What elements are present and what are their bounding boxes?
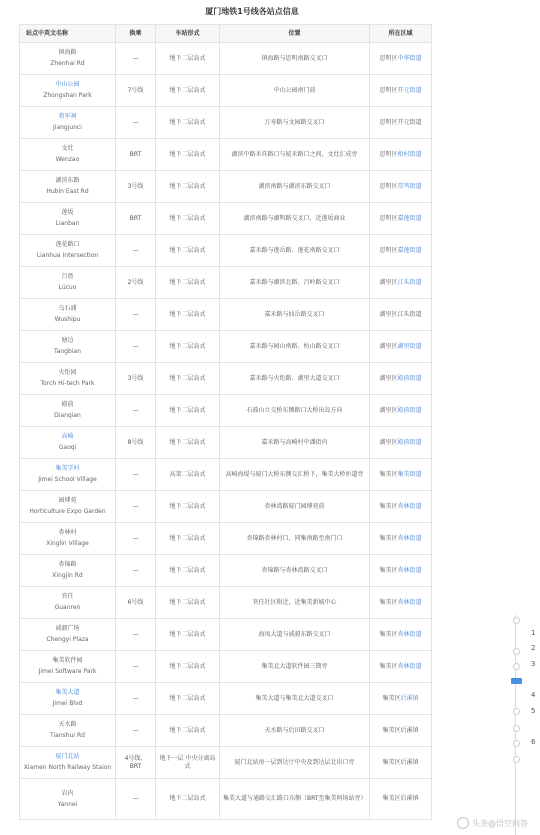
station-name-en: Chengyi Plaza: [46, 636, 89, 643]
district-text: 湖里区江头街道: [379, 310, 422, 318]
station-name-zh: 杏林村: [58, 529, 77, 536]
side-nav-dot-icon: [513, 648, 520, 655]
district-cell: [370, 555, 432, 587]
location-cell: [220, 107, 370, 139]
header-station-form: 车站形式: [156, 25, 220, 43]
station-form-cell: 地下二层岛式: [156, 267, 220, 299]
station-name-en: Xingjin Rd: [52, 572, 83, 579]
station-name-zh: 园博苑: [58, 497, 77, 504]
subdistrict-link[interactable]: 杏林街道: [397, 598, 422, 606]
station-name-en: Tianshui Rd: [50, 732, 85, 739]
table-row: [20, 619, 432, 651]
district-cell: [370, 747, 432, 779]
station-name-zh: 吕厝: [61, 273, 74, 280]
station-name-en: Wenzao: [55, 156, 80, 163]
station-name-cell: [20, 555, 116, 587]
station-name-cell: [20, 235, 116, 267]
location-cell: [220, 363, 370, 395]
station-name-en: Lianhua Intersection: [36, 252, 99, 259]
district-text: 集美区: [379, 630, 398, 638]
location-text: 天水路与后田路交叉口: [264, 726, 325, 734]
location-cell: [220, 555, 370, 587]
location-cell: [220, 331, 370, 363]
station-form-cell: 地下二层岛式: [156, 715, 220, 747]
table-row: [20, 43, 432, 75]
subdistrict-link[interactable]: 筼筜街道: [397, 182, 422, 190]
table-row: [20, 267, 432, 299]
location-text: 湖滨中路禾祥路口与厦禾路口之间，文灶汇成旁: [231, 150, 358, 158]
transfer-cell: —: [116, 299, 156, 331]
table-row: [20, 715, 432, 747]
transfer-cell: 7号线: [116, 75, 156, 107]
side-nav-dot-icon: [513, 740, 520, 747]
district-cell: [370, 715, 432, 747]
district-text: 思明区: [379, 86, 398, 94]
transfer-cell: 2号线: [116, 267, 156, 299]
side-nav-item-3[interactable]: 3: [531, 660, 536, 668]
location-text: 嘉禾路与莲岳路、莲花南路交叉口: [249, 246, 340, 254]
subdistrict-link[interactable]: 殿前街道: [397, 438, 422, 446]
transfer-cell: —: [116, 107, 156, 139]
location-text: 杏锦路杏林村口，同集南路至南门口: [246, 534, 343, 542]
station-name-zh: 天水路: [58, 721, 77, 728]
transfer-cell: —: [116, 395, 156, 427]
station-name-en: Torch Hi-tech Park: [40, 380, 95, 387]
station-name-cell: [20, 203, 116, 235]
district-cell: [370, 779, 432, 820]
station-form-cell: 地下二层岛式: [156, 171, 220, 203]
station-name-en: Horticulture Expo Garden: [29, 508, 106, 515]
side-nav-item-5[interactable]: 5: [531, 707, 536, 715]
station-form-cell: 地下二层岛式: [156, 203, 220, 235]
station-name-en: Zhongshan Park: [43, 92, 92, 99]
station-name-cell: [20, 267, 116, 299]
station-name-zh: 湖滨东路: [55, 177, 80, 184]
location-cell: [220, 299, 370, 331]
station-name-zh: 乌石浦: [58, 305, 77, 312]
station-name-zh: 火炬园: [58, 369, 77, 376]
district-text: 集美区: [379, 470, 398, 478]
station-name-cell: [20, 747, 116, 779]
station-name-cell: [20, 43, 116, 75]
station-name-en: Wushipu: [54, 316, 81, 323]
location-cell: [220, 267, 370, 299]
district-cell: [370, 491, 432, 523]
station-form-cell: 地下二层岛式: [156, 523, 220, 555]
transfer-cell: —: [116, 43, 156, 75]
station-form-cell: 地下一层 中央分离岛式: [156, 747, 220, 779]
station-name-zh: 塘边: [61, 337, 74, 344]
district-text: 湖里区: [379, 342, 398, 350]
station-name-cell: [20, 139, 116, 171]
location-cell: [220, 747, 370, 779]
transfer-cell: 3号线: [116, 171, 156, 203]
district-cell: [370, 619, 432, 651]
station-name-en: Lücuo: [58, 284, 77, 291]
location-text: 高崎海堤与厦门大桥东侧交汇桥下，集美大桥匝道旁: [225, 470, 364, 478]
district-text: 思明区开元街道: [379, 118, 422, 126]
subdistrict-link[interactable]: 杏林街道: [397, 534, 422, 542]
subdistrict-link[interactable]: 杏林街道: [397, 662, 422, 670]
table-row: [20, 427, 432, 459]
table-row: [20, 363, 432, 395]
district-text: 集美区: [379, 534, 398, 542]
subdistrict-link[interactable]: 杏林街道: [397, 502, 422, 510]
station-name-cell: [20, 491, 116, 523]
transfer-cell: —: [116, 779, 156, 820]
watermark-logo-icon: [457, 817, 469, 829]
table-row: [20, 171, 432, 203]
side-nav-dot-icon: [513, 617, 520, 624]
station-form-cell: 地下二层岛式: [156, 651, 220, 683]
station-name-zh: 诚毅广场: [55, 625, 80, 632]
location-cell: [220, 587, 370, 619]
district-text: 思明区: [379, 182, 398, 190]
transfer-cell: —: [116, 619, 156, 651]
header-district: 所在区域: [370, 25, 432, 43]
district-text: 集美区: [382, 694, 401, 702]
district-text: 思明区: [379, 150, 398, 158]
location-cell: [220, 619, 370, 651]
district-text: 集美区后溪镇: [382, 726, 419, 734]
table-row: [20, 331, 432, 363]
transfer-cell: —: [116, 555, 156, 587]
station-form-cell: 地下二层岛式: [156, 363, 220, 395]
side-nav-dot-icon: [513, 708, 520, 715]
station-form-cell: 地下二层岛式: [156, 779, 220, 820]
transfer-cell: BRT: [116, 203, 156, 235]
station-name-zh[interactable]: 集美大道: [55, 689, 80, 696]
district-cell: [370, 395, 432, 427]
station-form-cell: 地下二层岛式: [156, 331, 220, 363]
district-cell: [370, 203, 432, 235]
table-row: [20, 779, 432, 820]
subdistrict-link[interactable]: 后溪镇: [400, 694, 419, 702]
station-form-cell: 地下二层岛式: [156, 75, 220, 107]
station-form-cell: 地下二层岛式: [156, 299, 220, 331]
district-text: 集美区: [379, 566, 398, 574]
district-text: 集美区: [379, 502, 398, 510]
subdistrict-link[interactable]: 湖里街道: [397, 342, 422, 350]
district-cell: [370, 139, 432, 171]
transfer-cell: —: [116, 491, 156, 523]
station-name-cell: [20, 587, 116, 619]
location-text: 湖滨南路与湖滨东路交叉口: [258, 182, 331, 190]
location-cell: [220, 235, 370, 267]
station-name-zh[interactable]: 集美学村: [55, 465, 80, 472]
location-cell: [220, 75, 370, 107]
district-text: 湖里区: [379, 406, 398, 414]
station-name-cell: [20, 331, 116, 363]
location-cell: [220, 43, 370, 75]
station-form-cell: 地下二层岛式: [156, 427, 220, 459]
station-name-zh: 莲坂: [61, 209, 74, 216]
station-form-cell: 地下二层岛式: [156, 683, 220, 715]
station-name-cell: [20, 683, 116, 715]
watermark-text: 头条@悟空问答: [472, 818, 528, 828]
district-cell: [370, 75, 432, 107]
transfer-cell: —: [116, 683, 156, 715]
location-text: 石鼓山立交桥东侧路口大桥出岛方向: [246, 406, 343, 414]
station-name-zh: 文灶: [61, 145, 74, 152]
location-cell: [220, 715, 370, 747]
district-text: 集美区: [379, 662, 398, 670]
location-text: 嘉禾路与火炬路、湖里大道交叉口: [249, 374, 340, 382]
station-name-en: Jimei School Village: [38, 476, 97, 483]
district-cell: [370, 267, 432, 299]
header-location: 位置: [220, 25, 370, 43]
header-transfer: 换乘: [116, 25, 156, 43]
table-row: [20, 523, 432, 555]
table-row: [20, 747, 432, 779]
station-name-en: Hubin East Rd: [46, 188, 89, 195]
transfer-cell: 3号线: [116, 363, 156, 395]
side-navigation[interactable]: [508, 615, 540, 835]
station-name-en: Lianban: [55, 220, 80, 227]
location-cell: [220, 427, 370, 459]
transfer-cell: 4号线、BRT: [116, 747, 156, 779]
table-header-row: [20, 25, 432, 43]
subdistrict-link[interactable]: 集美街道: [397, 470, 422, 478]
station-name-cell: [20, 363, 116, 395]
district-text: 思明区: [379, 246, 398, 254]
station-name-zh[interactable]: 将军祠: [58, 113, 77, 120]
transfer-cell: 6号线: [116, 587, 156, 619]
station-name-en: Jimei Software Park: [38, 668, 97, 675]
location-cell: [220, 523, 370, 555]
location-text: 嘉禾路与湖滨北路、吕岭路交叉口: [249, 278, 340, 286]
side-nav-item-6[interactable]: 6: [531, 738, 536, 746]
watermark: [457, 817, 528, 829]
station-name-zh: 集美软件园: [52, 657, 83, 664]
station-form-cell: 地下二层岛式: [156, 555, 220, 587]
district-text: 思明区: [379, 214, 398, 222]
district-text: 集美区后溪镇: [382, 795, 419, 802]
station-name-cell: [20, 619, 116, 651]
location-text: 海凤大道与诚毅东路交叉口: [258, 630, 331, 638]
station-name-en: Yannei: [57, 800, 78, 808]
station-form-cell: 地下二层岛式: [156, 107, 220, 139]
station-name-zh: 杏锦路: [58, 561, 77, 568]
location-cell: [220, 683, 370, 715]
table-row: [20, 459, 432, 491]
location-cell: [220, 139, 370, 171]
subdistrict-link[interactable]: 嘉莲街道: [397, 214, 422, 222]
district-cell: [370, 331, 432, 363]
station-name-cell: [20, 171, 116, 203]
table-row: [20, 555, 432, 587]
station-name-en: Guanren: [54, 604, 81, 611]
location-text: 官任社区附近，近集美新城中心: [252, 598, 337, 606]
station-table: [19, 24, 432, 820]
station-name-cell: [20, 715, 116, 747]
station-name-zh: 殿前: [61, 401, 74, 408]
location-text: 集美大道与通路交汇路口东侧（BRT至集美阿场站旁）: [223, 795, 367, 802]
table-row: [20, 139, 432, 171]
location-text: 镇海路与思明南路交叉口: [261, 54, 328, 62]
subdistrict-link[interactable]: 开元街道: [397, 86, 422, 94]
location-text: 杏锦路与杏林湾路交叉口: [261, 566, 328, 574]
location-cell: [220, 491, 370, 523]
table-row: [20, 203, 432, 235]
header-station-name: 站点中英文名称: [20, 25, 116, 43]
subdistrict-link[interactable]: 中华街道: [397, 54, 422, 62]
table-row: [20, 491, 432, 523]
subdistrict-link[interactable]: 梧村街道: [397, 150, 422, 158]
station-name-cell: [20, 651, 116, 683]
table-row: [20, 651, 432, 683]
station-name-cell: [20, 75, 116, 107]
location-text: 厦门北站房一层到达厅中央及到达层北出口旁: [234, 758, 355, 766]
district-cell: [370, 171, 432, 203]
station-name-en: Xiamen North Railway Staion: [23, 764, 112, 771]
station-name-cell: [20, 395, 116, 427]
station-name-en: Dianqian: [54, 412, 81, 419]
table-row: [20, 299, 432, 331]
table-row: [20, 683, 432, 715]
station-name-cell: [20, 107, 116, 139]
district-cell: [370, 683, 432, 715]
station-name-en: Xinglin Village: [46, 540, 89, 547]
district-cell: [370, 651, 432, 683]
transfer-cell: —: [116, 523, 156, 555]
location-text: 湖滨南路与湖明路交叉口，近莲坂商业: [243, 214, 346, 222]
side-nav-dot-icon: [513, 725, 520, 732]
station-name-zh[interactable]: 厦门北站: [55, 753, 80, 760]
station-name-zh[interactable]: 高崎: [61, 433, 74, 440]
district-cell: [370, 459, 432, 491]
location-cell: [220, 203, 370, 235]
station-name-cell: [20, 299, 116, 331]
station-name-zh: 镇海路: [58, 49, 77, 56]
location-text: 集美北大道软件园三期旁: [261, 662, 328, 670]
station-form-cell: 地下二层岛式: [156, 235, 220, 267]
transfer-cell: BRT: [116, 139, 156, 171]
location-cell: [220, 171, 370, 203]
subdistrict-link[interactable]: 杏林街道: [397, 630, 422, 638]
station-name-en: Gaoqi: [58, 444, 77, 451]
station-name-en: Tangbian: [54, 348, 81, 355]
location-cell: [220, 651, 370, 683]
location-text: 中山公园南门前: [273, 86, 316, 94]
table-row: [20, 75, 432, 107]
district-cell: [370, 523, 432, 555]
district-cell: [370, 363, 432, 395]
location-text: 嘉禾路与园山南路、枋山路交叉口: [249, 342, 340, 350]
location-text: 集美大道与集美北大道交叉口: [255, 694, 334, 702]
station-form-cell: 地下二层岛式: [156, 139, 220, 171]
district-text: 湖里区: [379, 438, 398, 446]
subdistrict-link[interactable]: 嘉莲街道: [397, 246, 422, 254]
page-title: 厦门地铁1号线各站点信息: [205, 7, 299, 16]
station-name-cell: [20, 427, 116, 459]
district-text: 思明区: [379, 54, 398, 62]
location-text: 嘉禾路与高崎村中潘街内: [261, 438, 328, 446]
district-cell: [370, 427, 432, 459]
side-nav-item-4[interactable]: 4: [531, 691, 536, 699]
transfer-cell: —: [116, 651, 156, 683]
side-nav-dot-icon: [513, 756, 520, 763]
station-form-cell: 地下二层岛式: [156, 619, 220, 651]
location-text: 杏林湾路厦门园博苑前: [264, 502, 325, 510]
table-row: [20, 235, 432, 267]
transfer-cell: —: [116, 715, 156, 747]
station-name-en: Zhenhai Rd: [50, 60, 85, 67]
location-cell: [220, 459, 370, 491]
table-row: [20, 587, 432, 619]
district-text: 湖里区: [379, 374, 398, 382]
district-cell: [370, 235, 432, 267]
district-cell: [370, 299, 432, 331]
station-name-zh: 莲花路口: [55, 241, 80, 248]
station-name-zh[interactable]: 中山公园: [55, 81, 80, 88]
station-form-cell: 地下二层岛式: [156, 491, 220, 523]
station-form-cell: 地下二层岛式: [156, 43, 220, 75]
station-name-en: Jiangjunci: [53, 124, 82, 131]
subdistrict-link[interactable]: 殿前街道: [397, 406, 422, 414]
transfer-cell: —: [116, 459, 156, 491]
station-form-cell: 高架二层岛式: [156, 459, 220, 491]
location-text: 万寿路与文园路交叉口: [264, 118, 325, 126]
district-text: 集美区: [379, 598, 398, 606]
station-name-cell: [20, 779, 116, 820]
station-name-zh: 官任: [61, 593, 74, 600]
district-cell: [370, 587, 432, 619]
district-cell: [370, 43, 432, 75]
station-name-zh: 岩内: [61, 789, 74, 797]
station-name-cell: [20, 459, 116, 491]
table-row: [20, 107, 432, 139]
side-nav-item-1[interactable]: 1: [531, 629, 536, 637]
subdistrict-link[interactable]: 杏林街道: [397, 566, 422, 574]
side-nav-dot-icon: [513, 663, 520, 670]
station-form-cell: 地下二层岛式: [156, 587, 220, 619]
subdistrict-link[interactable]: 江头街道: [397, 278, 422, 286]
station-name-en: Jimei Blvd: [52, 700, 83, 707]
station-name-cell: [20, 523, 116, 555]
location-cell: [220, 395, 370, 427]
transfer-cell: 8号线: [116, 427, 156, 459]
table-row: [20, 395, 432, 427]
district-cell: [370, 107, 432, 139]
side-nav-item-2[interactable]: 2: [531, 644, 536, 652]
subdistrict-link[interactable]: 殿前街道: [397, 374, 422, 382]
location-cell: [220, 779, 370, 820]
transfer-cell: —: [116, 331, 156, 363]
location-text: 嘉禾路与仙岳路交叉口: [264, 310, 325, 318]
side-nav-active-marker: [511, 678, 522, 684]
station-form-cell: 地下二层岛式: [156, 395, 220, 427]
district-text: 集美区后溪镇: [382, 758, 419, 766]
transfer-cell: —: [116, 235, 156, 267]
district-text: 湖里区: [379, 278, 398, 286]
